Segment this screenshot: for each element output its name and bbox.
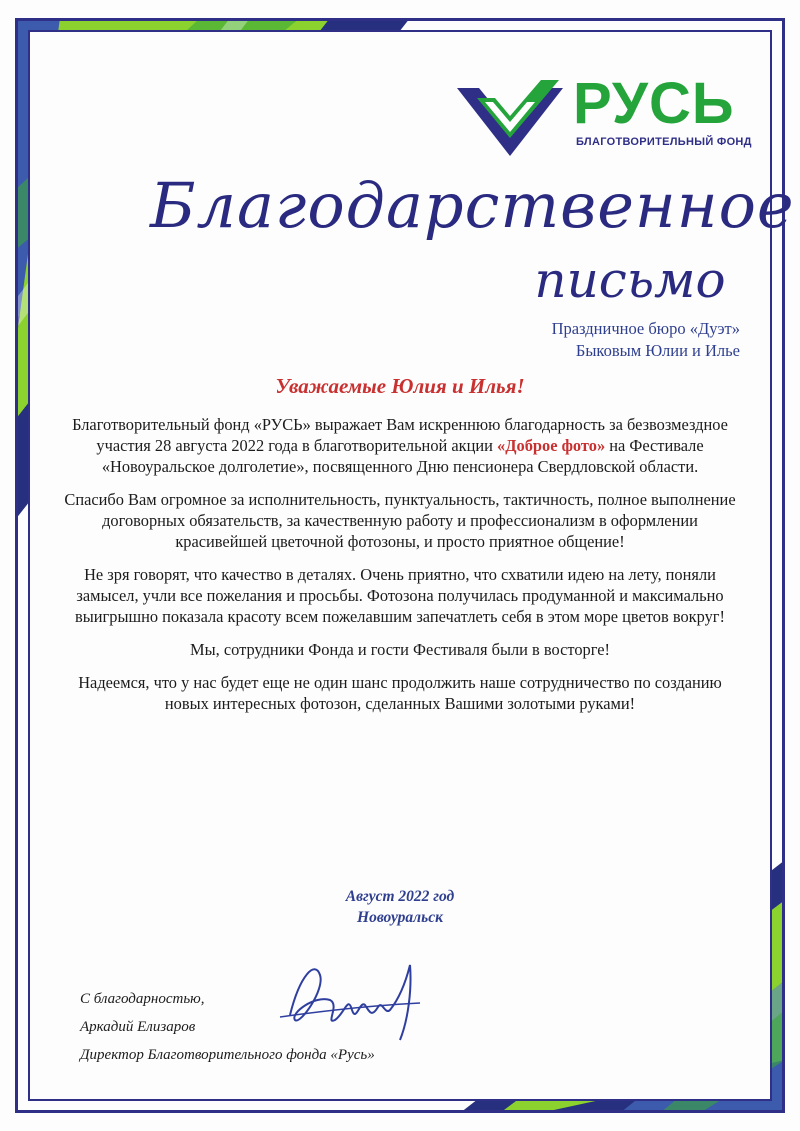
paragraph-1: [60, 414, 740, 477]
heart-check-icon: [455, 78, 565, 168]
recipient-block: [552, 318, 740, 362]
paragraph-3: Не зря говорят, что качество в деталях. Очень приятно, что схватили идею на лету, поняли замысел, учли все пожелания и просьбы. Фотозона получилась продуманной и максимально выигрышно показала красоту всем пожелавшим запечатлеть себя в этом море цветов вокруг!: [75, 565, 725, 626]
paragraph-1-start: Благотворительный фонд «РУСЬ» выражает Вам искреннюю благодарность за безвозмездное участия 28 августа 2022 года в благотворительной акции: [72, 415, 728, 455]
logo-subtitle: БЛАГОТВОРИТЕЛЬНЫЙ ФОНД: [576, 136, 752, 148]
paragraph-5: Надеемся, что у нас будет еще не один шанс продолжить наше сотрудничество по созданию новых интересных фотозон, сделанных Вашими золотыми руками!: [78, 673, 722, 713]
logo-name: РУСЬ: [573, 71, 735, 136]
recipient-line-1: Праздничное бюро «Дуэт»: [551, 319, 740, 338]
recipient-line-2: Быковым Юлии и Илье: [575, 341, 740, 360]
place-line: Новоуральск: [357, 909, 443, 926]
signoff-line-2: Аркадий Елизаров: [80, 1019, 196, 1035]
date-place: [0, 886, 800, 928]
date-line: Август 2022 год: [345, 888, 455, 905]
paragraph-1-end: на Фестивале «Новоуральское долголетие», посвященного Дню пенсионера Свердловской области.: [101, 436, 704, 476]
event-name-highlight: «Доброе фото»: [497, 436, 606, 455]
signoff-line-3: Директор Благотворительного фонда «Русь»: [80, 1047, 375, 1063]
title-line-1: Благодарственное: [150, 169, 795, 242]
paragraph-4: Мы, сотрудники Фонда и гости Фестиваля были в восторге!: [190, 640, 610, 659]
title-line-2: письмо: [534, 251, 726, 309]
signoff-line-1: С благодарностью,: [80, 991, 205, 1007]
letter-body: [60, 414, 740, 726]
foundation-logo: [455, 71, 752, 168]
paragraph-2: Спасибо Вам огромное за исполнительность, пунктуальность, тактичность, полное выполнение договорных обязательств, за качественную работу и профессионализм в оформлении красивейшей цветочной фотозоны, и просто приятное общение!: [64, 490, 736, 551]
handwritten-signature: [270, 955, 430, 1045]
greeting: Уважаемые Юлия и Илья!: [275, 374, 525, 398]
